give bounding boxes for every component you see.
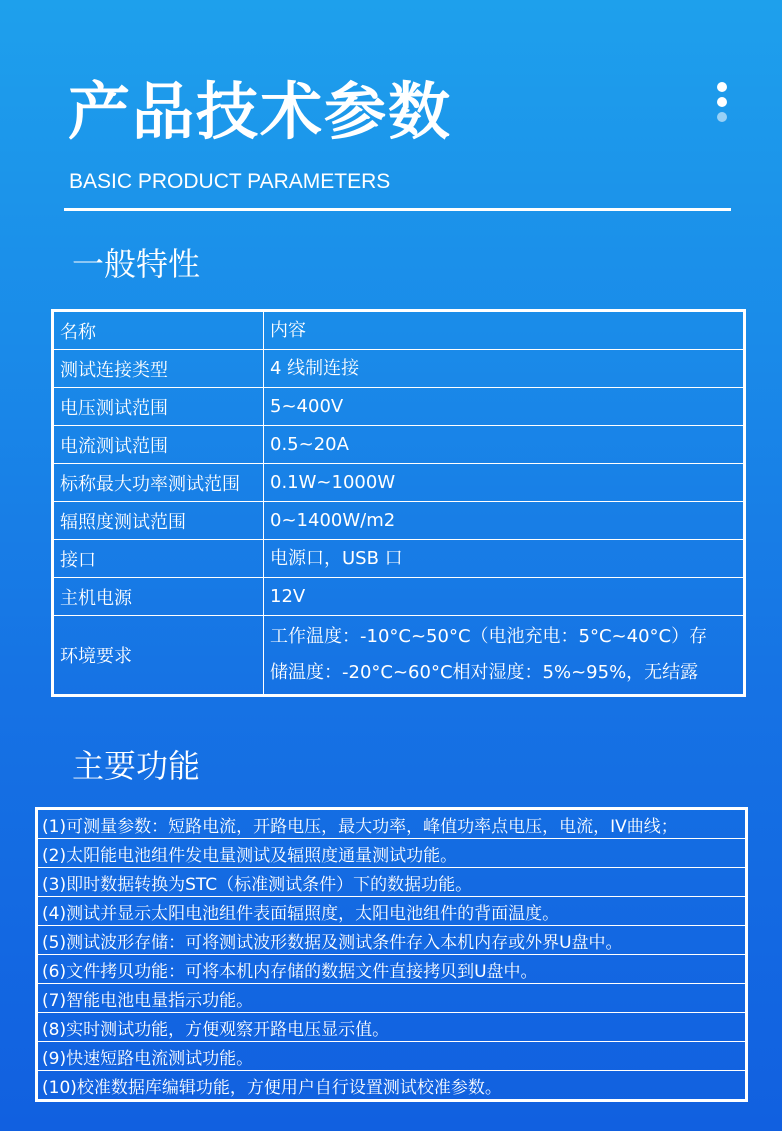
- function-item: (4)测试并显示太阳电池组件表面辐照度，太阳电池组件的背面温度。: [37, 897, 747, 926]
- param-value: 电源口，USB 口: [264, 540, 745, 578]
- list-item: [37, 1042, 747, 1071]
- function-item: (2)太阳能电池组件发电量测试及辐照度通量测试功能。: [37, 839, 747, 868]
- table-row: [53, 350, 745, 388]
- table-row: [53, 464, 745, 502]
- table-row: [53, 578, 745, 616]
- dot-icon: [717, 97, 727, 107]
- dot-icon: [717, 82, 727, 92]
- function-item: (7)智能电池电量指示功能。: [37, 984, 747, 1013]
- list-item: [37, 839, 747, 868]
- more-options-icon[interactable]: [715, 80, 729, 124]
- param-value: 4 线制连接: [264, 350, 745, 388]
- function-item: (8)实时测试功能，方便观察开路电压显示值。: [37, 1013, 747, 1042]
- list-item: [37, 955, 747, 984]
- list-item: [37, 868, 747, 897]
- list-item: [37, 809, 747, 839]
- param-name: 环境要求: [53, 616, 264, 696]
- param-value: 0~1400W/m2: [264, 502, 745, 540]
- function-item: (1)可测量参数：短路电流，开路电压，最大功率，峰值功率点电压，电流，IV曲线；: [37, 809, 747, 839]
- list-item: [37, 926, 747, 955]
- table-row: [53, 540, 745, 578]
- general-section-heading: 一般特性: [72, 245, 201, 283]
- param-name: 接口: [53, 540, 264, 578]
- function-item: (3)即时数据转换为STC（标准测试条件）下的数据功能。: [37, 868, 747, 897]
- param-value: 5~400V: [264, 388, 745, 426]
- functions-table: [35, 807, 748, 1102]
- list-item: [37, 1071, 747, 1101]
- function-item: (6)文件拷贝功能：可将本机内存储的数据文件直接拷贝到U盘中。: [37, 955, 747, 984]
- list-item: [37, 1013, 747, 1042]
- param-name: 名称: [53, 311, 264, 350]
- param-name: 主机电源: [53, 578, 264, 616]
- param-value: 内容: [264, 311, 745, 350]
- param-name: 测试连接类型: [53, 350, 264, 388]
- parameters-table: [51, 309, 746, 697]
- param-value: 工作温度：-10°C~50°C（电池充电：5°C~40°C）存储温度：-20°C~60°C相对湿度：5%~95%，无结露: [264, 616, 745, 696]
- param-name: 标称最大功率测试范围: [53, 464, 264, 502]
- functions-section-heading: 主要功能: [72, 747, 201, 785]
- table-row: [53, 311, 745, 350]
- table-row: [53, 502, 745, 540]
- page-title: 产品技术参数: [68, 75, 453, 148]
- dot-icon: [717, 112, 727, 122]
- param-value: 0.1W~1000W: [264, 464, 745, 502]
- param-name: 电流测试范围: [53, 426, 264, 464]
- list-item: [37, 984, 747, 1013]
- header-divider: [64, 208, 731, 211]
- table-row: [53, 616, 745, 696]
- list-item: [37, 897, 747, 926]
- page-subtitle: BASIC PRODUCT PARAMETERS: [69, 170, 391, 193]
- table-row: [53, 426, 745, 464]
- param-name: 电压测试范围: [53, 388, 264, 426]
- param-value: 0.5~20A: [264, 426, 745, 464]
- function-item: (9)快速短路电流测试功能。: [37, 1042, 747, 1071]
- param-name: 辐照度测试范围: [53, 502, 264, 540]
- function-item: (5)测试波形存储：可将测试波形数据及测试条件存入本机内存或外界U盘中。: [37, 926, 747, 955]
- param-value: 12V: [264, 578, 745, 616]
- table-row: [53, 388, 745, 426]
- function-item: (10)校准数据库编辑功能，方便用户自行设置测试校准参数。: [37, 1071, 747, 1101]
